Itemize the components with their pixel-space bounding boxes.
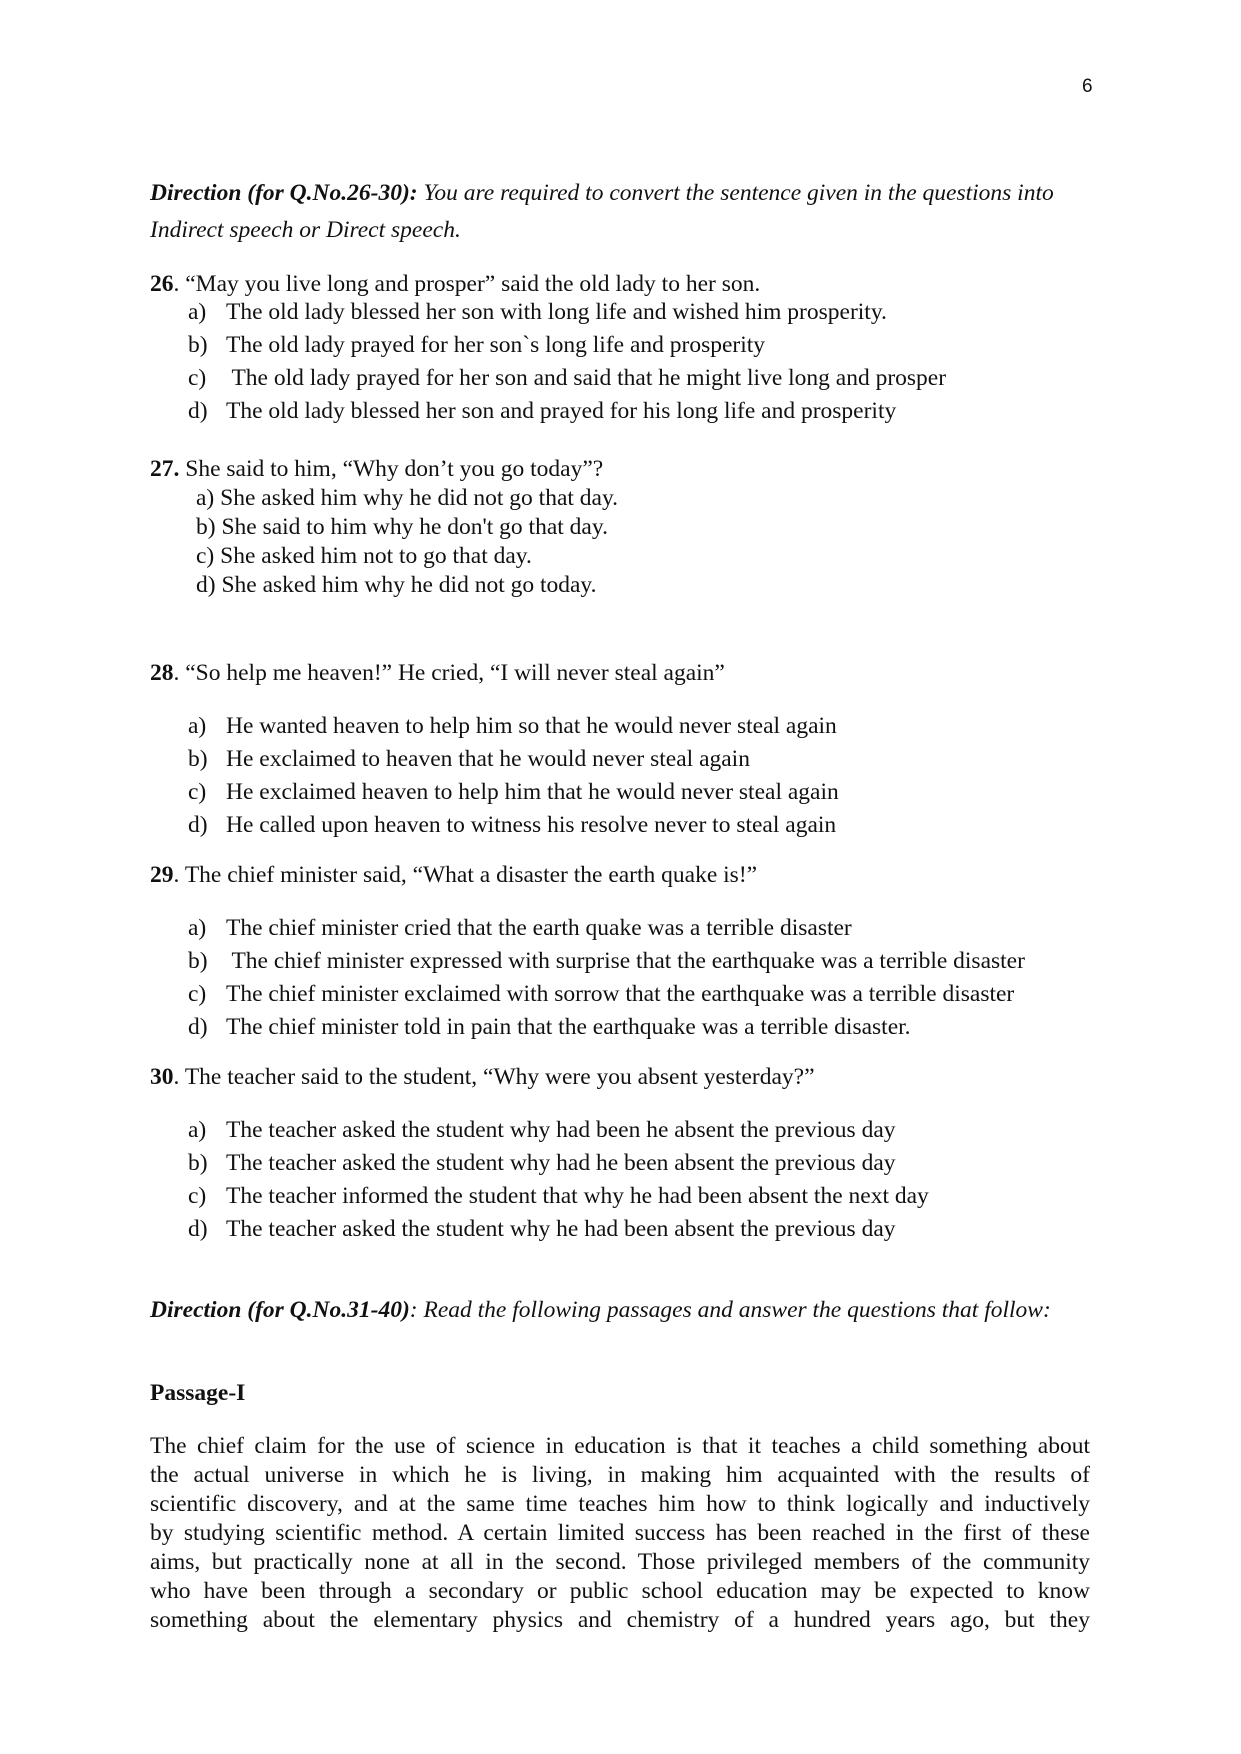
- passage-line: The chief claim for the use of science in education is that it teaches a child something about: [150, 1433, 1090, 1459]
- question-27: [150, 455, 603, 484]
- question-28: 28. “So help me heaven!” He cried, “I will never steal again”: [150, 660, 725, 686]
- option-26d[interactable]: d) The old lady blessed her son and prayed for his long life and prosperity: [188, 398, 897, 424]
- question-number: 28: [150, 660, 174, 686]
- option-30d[interactable]: d) The teacher asked the student why he had been absent the previous day: [188, 1216, 896, 1242]
- option-26c[interactable]: c) The old lady prayed for her son and said that he might live long and prosper: [188, 365, 947, 391]
- question-30: 30. The teacher said to the student, “Why were you absent yesterday?”: [150, 1064, 815, 1090]
- passage-line: the actual universe in which he is living, in making him acquainted with the results of: [150, 1462, 1090, 1488]
- option-26b[interactable]: b) The old lady prayed for her son`s long life and prosperity: [188, 332, 766, 358]
- passage-line: who have been through a secondary or public school education may be expected to know: [150, 1578, 1090, 1604]
- passage-heading: Passage-I: [150, 1380, 246, 1406]
- question-number: 29: [150, 862, 174, 888]
- question-stem: The teacher said to the student, “Why were you absent yesterday?”: [184, 1064, 815, 1090]
- option-27b[interactable]: b) She said to him why he don't go that day.: [196, 514, 608, 540]
- question-number: 27.: [150, 456, 180, 482]
- question-29: 29. The chief minister said, “What a disaster the earth quake is!”: [150, 862, 758, 888]
- option-27a[interactable]: a) She asked him why he did not go that day.: [196, 485, 619, 511]
- option-29b[interactable]: b) The chief minister expressed with surprise that the earthquake was a terrible disaster: [188, 948, 1025, 974]
- option-28a[interactable]: a) He wanted heaven to help him so that he would never steal again: [188, 713, 837, 739]
- question-stem: “So help me heaven!” He cried, “I will never steal again”: [185, 660, 725, 686]
- question-number: 26: [150, 271, 174, 297]
- option-30a[interactable]: a) The teacher asked the student why had been he absent the previous day: [188, 1117, 896, 1143]
- option-28b[interactable]: b) He exclaimed to heaven that he would never steal again: [188, 746, 750, 772]
- direction-text: You are required to convert the sentence given in the questions into Indirect speech or Direct speech.: [150, 180, 1054, 243]
- question-number: 30: [150, 1064, 174, 1090]
- option-27d[interactable]: d) She asked him why he did not go today.: [196, 572, 597, 598]
- option-27c[interactable]: c) She asked him not to go that day.: [196, 543, 532, 569]
- question-stem: The chief minister said, “What a disaster the earth quake is!”: [184, 862, 758, 888]
- question-stem: “May you live long and prosper” said the old lady to her son.: [185, 271, 761, 297]
- direction-31-40: [150, 1296, 1100, 1324]
- passage-line: something about the elementary physics and chemistry of a hundred years ago, but they: [150, 1607, 1090, 1633]
- question-26: 26. “May you live long and prosper” said the old lady to her son.: [150, 271, 761, 297]
- option-29d[interactable]: d) The chief minister told in pain that the earthquake was a terrible disaster.: [188, 1014, 911, 1040]
- passage-line: scientific discovery, and at the same time teaches him how to think logically and inductively: [150, 1491, 1090, 1517]
- direction-label: Direction (for Q.No.26-30):: [150, 180, 418, 206]
- option-30b[interactable]: b) The teacher asked the student why had he been absent the previous day: [188, 1150, 896, 1176]
- passage-line: aims, but practically none at all in the second. Those privileged members of the community: [150, 1549, 1090, 1575]
- direction-label: Direction (for Q.No.31-40): [150, 1297, 410, 1323]
- direction-text: : Read the following passages and answer the questions that follow:: [409, 1297, 1051, 1323]
- page-number: 6: [1082, 76, 1093, 97]
- option-30c[interactable]: c) The teacher informed the student that why he had been absent the next day: [188, 1183, 929, 1209]
- passage-line: by studying scientific method. A certain limited success has been reached in the first of these: [150, 1520, 1090, 1546]
- direction-26-30: [150, 175, 1100, 249]
- option-28d[interactable]: d) He called upon heaven to witness his resolve never to steal again: [188, 812, 837, 838]
- option-26a[interactable]: a) The old lady blessed her son with long life and wished him prosperity.: [188, 299, 887, 325]
- question-stem: She said to him, “Why don’t you go today”?: [185, 456, 604, 482]
- option-29c[interactable]: c) The chief minister exclaimed with sorrow that the earthquake was a terrible disaster: [188, 981, 1015, 1007]
- option-29a[interactable]: a) The chief minister cried that the earth quake was a terrible disaster: [188, 915, 852, 941]
- option-28c[interactable]: c) He exclaimed heaven to help him that he would never steal again: [188, 779, 839, 805]
